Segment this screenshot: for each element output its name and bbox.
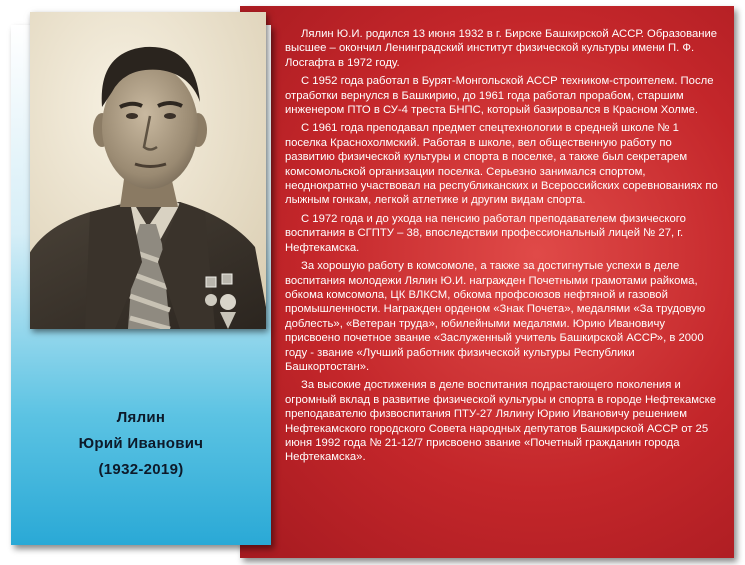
biography-text (285, 27, 720, 469)
portrait-photo (30, 12, 266, 329)
person-given-names: Юрий Иванович (78, 435, 204, 452)
bio-paragraph-birth: Лялин Ю.И. родился 13 июня 1932 в г. Бирске Башкирской АССР. Образование высшее – окончил Ленинградский институт физической культуры имени П. Ф. Лосгафта в 1972 году. (285, 28, 718, 69)
bio-paragraph-1952: С 1952 года работал в Бурят-Монгольской АССР техником-строителем. После отработки вернулся в Башкирию, до 1961 года работал прорабом, старшим инженером ПТО в СУ-4 треста БНПС, который базировался в Красном Холме. (285, 75, 714, 117)
person-years: (1932-2019) (98, 461, 184, 478)
bio-paragraph-awards: За хорошую работу в комсомоле, а также за достигнутые успехи в деле воспитания молодежи Лялин Ю.И. награжден Почетными грамотами райкома, обкома комсомола, ЦК ВЛКСМ, обкома профсоюзов нефтяной и газовой промышленности. Награжден орденом «Знак Почета», медалями «За трудовую доблесть», «Ветеран труда», юбилейными медалями. Юрию Ивановичу присвоено почетное звание «Заслуженный учитель Башкирской АССР», в 2000 году - звание «Лучший работник физической культуры Республики Башкортостан». (285, 260, 706, 373)
bio-paragraph-1961: С 1961 года преподавал предмет спецтехнологии в средней школе № 1 поселка Краснохолмский. Работая в школе, вел общественную работу по развитию физической культуры и спорта в поселке, а также был секретарем комсомольской организации поселка. Серьезно занимался спортом, неоднократно участвовал на республиканских и Всероссийских соревнованиях по лыжным гонкам, легкой атлетике и другим видам спорта. (285, 122, 718, 207)
person-name-block (11, 405, 271, 483)
bio-paragraph-honorary-citizen: За высокие достижения в деле воспитания подрастающего поколения и огромный вклад в развитие физической культуры и спорта в городе Нефтекамске преподавателю физвоспитания ПТУ-27 Лялину Юрию Ивановичу решением Нефтекамского городского Совета народных депутатов Башкирской АССР от 25 июня 1992 года № 21-12/7 присвоено звание «Почетный гражданин города Нефтекамска». (285, 379, 717, 464)
portrait-illustration (30, 12, 266, 329)
bio-paragraph-1972: С 1972 года и до ухода на пенсию работал преподавателем физического воспитания в СГПТУ – 38, впоследствии профессиональный лицей № 27, г. Нефтекамска. (285, 212, 686, 254)
person-surname: Лялин (116, 409, 166, 426)
